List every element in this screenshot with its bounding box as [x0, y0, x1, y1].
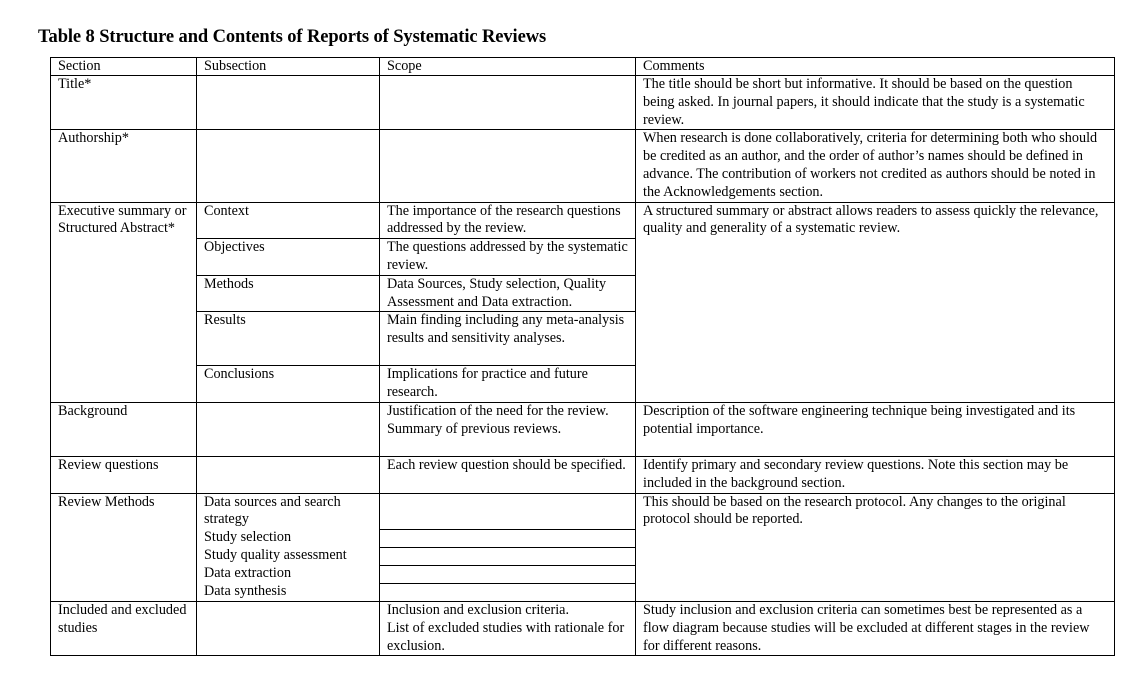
table-row-executive-summary — [51, 202, 1115, 239]
scope-cell: Data Sources, Study selection, Quality Assessment and Data extraction. — [380, 275, 636, 312]
section-cell: Included and excluded studies — [51, 601, 197, 655]
section-cell: Title* — [51, 76, 197, 130]
table-row-background — [51, 402, 1115, 456]
scope-cell — [380, 529, 636, 547]
subsection-cell: Results — [197, 312, 380, 366]
comments-cell: Description of the software engineering technique being investigated and its potential importance. — [636, 402, 1115, 456]
table-row-included-studies — [51, 601, 1115, 655]
scope-cell — [380, 565, 636, 583]
comments-cell: Study inclusion and exclusion criteria can sometimes best be represented as a flow diagram because studies will be excluded at different stages in the review for different reasons. — [636, 601, 1115, 655]
section-cell: Review questions — [51, 456, 197, 493]
scope-cell: Main finding including any meta-analysis results and sensitivity analyses. — [380, 312, 636, 366]
table-row-review-methods — [51, 493, 1115, 529]
scope-cell: Implications for practice and future research. — [380, 366, 636, 403]
section-cell: Authorship* — [51, 130, 197, 202]
subsection-cell — [197, 402, 380, 456]
comments-cell: The title should be short but informative. It should be based on the question being asked. In journal papers, it should indicate that the study is a systematic review. — [636, 76, 1115, 130]
comments-cell: This should be based on the research protocol. Any changes to the original protocol should be reported. — [636, 493, 1115, 601]
scope-cell: The importance of the research questions addressed by the review. — [380, 202, 636, 239]
scope-cell — [380, 402, 636, 456]
comments-cell: When research is done collaboratively, criteria for determining both who should be credited as an author, and the order of author’s names should be defined in advance. The contribution of workers not credited as authors should be noted in the Acknowledgements section. — [636, 130, 1115, 202]
scope-cell — [380, 76, 636, 130]
subsection-cell: Study quality assessment — [197, 547, 380, 565]
subsection-cell — [197, 130, 380, 202]
subsection-cell: Objectives — [197, 239, 380, 276]
subsection-cell: Context — [197, 202, 380, 239]
header-scope: Scope — [380, 58, 636, 76]
scope-cell — [380, 493, 636, 529]
table-row-title — [51, 76, 1115, 130]
subsection-cell: Study selection — [197, 529, 380, 547]
header-comments: Comments — [636, 58, 1115, 76]
header-subsection: Subsection — [197, 58, 380, 76]
subsection-cell — [197, 601, 380, 655]
subsection-cell: Data synthesis — [197, 583, 380, 601]
scope-line: Justification of the need for the review. — [387, 402, 609, 419]
scope-line: Inclusion and exclusion criteria. — [387, 601, 570, 618]
subsection-cell: Methods — [197, 275, 380, 312]
comments-cell: A structured summary or abstract allows readers to assess quickly the relevance, quality and generality of a systematic review. — [636, 202, 1115, 402]
table-header-row — [51, 58, 1115, 76]
subsection-cell: Conclusions — [197, 366, 380, 403]
table-caption: Table 8 Structure and Contents of Reports of Systematic Reviews — [38, 27, 547, 47]
subsection-cell — [197, 76, 380, 130]
scope-cell — [380, 130, 636, 202]
section-cell: Executive summary or Structured Abstract* — [51, 202, 197, 402]
scope-line: Summary of previous reviews. — [387, 420, 562, 437]
scope-line: List of excluded studies with rationale for exclusion. — [387, 619, 625, 654]
table-row-authorship — [51, 130, 1115, 202]
scope-cell: Each review question should be specified. — [380, 456, 636, 493]
subsection-cell: Data sources and search strategy — [197, 493, 380, 529]
comments-cell: Identify primary and secondary review questions. Note this section may be included in the background section. — [636, 456, 1115, 493]
subsection-cell — [197, 456, 380, 493]
scope-cell — [380, 583, 636, 601]
report-structure-table — [50, 57, 1115, 656]
scope-cell — [380, 601, 636, 655]
header-section: Section — [51, 58, 197, 76]
scope-cell: The questions addressed by the systematic review. — [380, 239, 636, 276]
scope-cell — [380, 547, 636, 565]
table-row-review-questions — [51, 456, 1115, 493]
subsection-cell: Data extraction — [197, 565, 380, 583]
section-cell: Review Methods — [51, 493, 197, 601]
section-cell: Background — [51, 402, 197, 456]
